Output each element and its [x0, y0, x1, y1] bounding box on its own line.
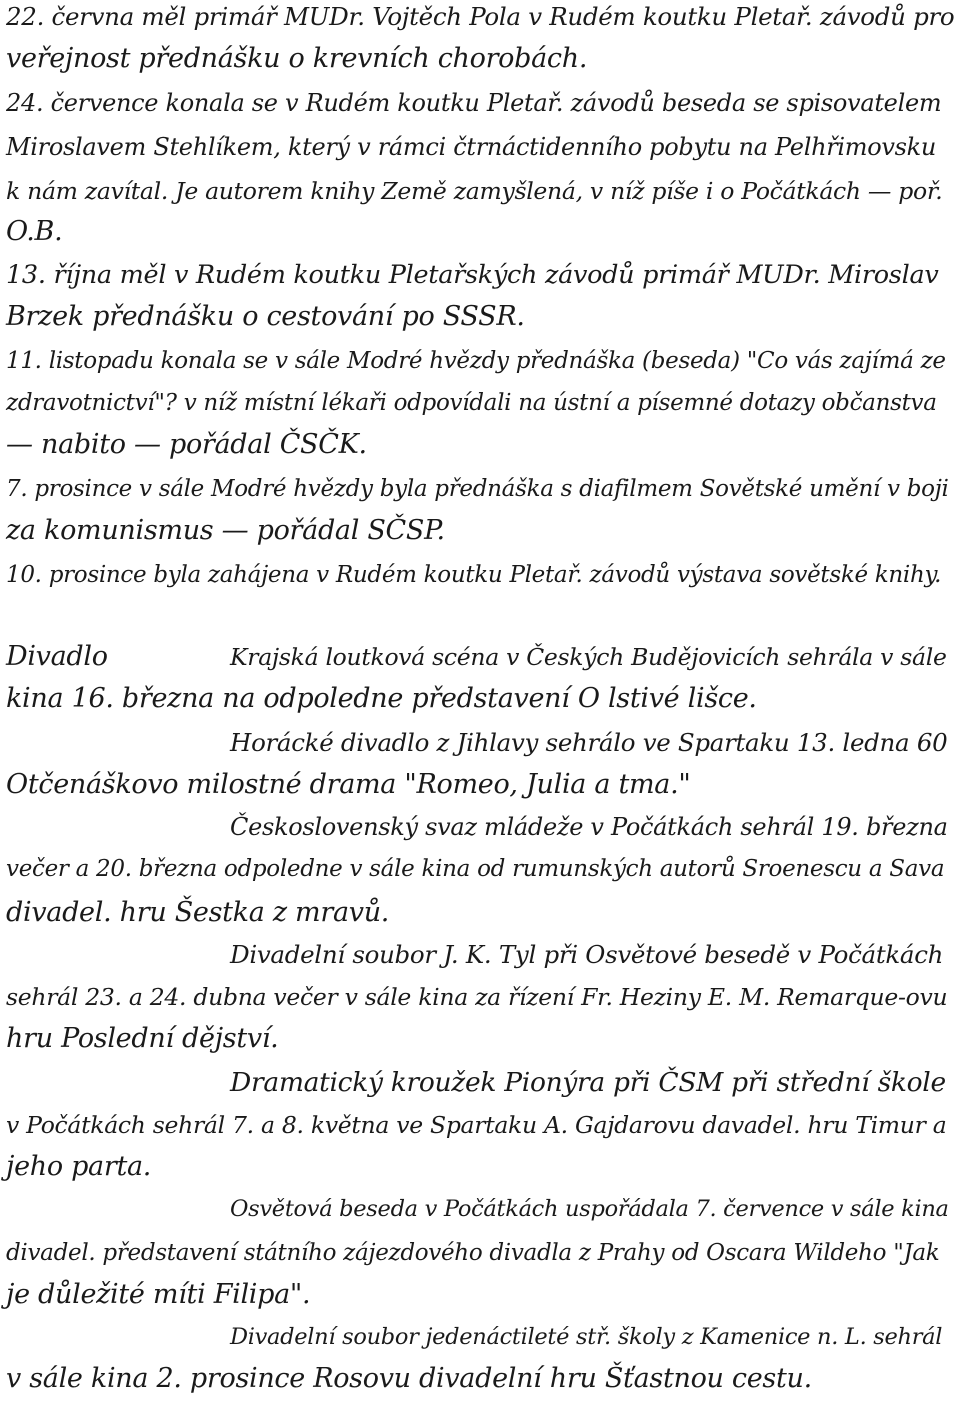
chronicle-line: Brzek přednášku o cestování po SSSR. [6, 301, 525, 332]
chronicle-line: 22. června měl primář MUDr. Vojtěch Pola v Rudém koutku Pletař. závodů pro [6, 2, 955, 31]
chronicle-line: 10. prosince byla zahájena v Rudém koutku Pletař. závodů výstava sovětské knihy. [6, 562, 942, 588]
divadlo-line: sehrál 23. a 24. dubna večer v sále kina za řízení Fr. Heziny E. M. Remarque-ovu [6, 983, 948, 1011]
divadlo-line: divadel. hru Šestka z mravů. [6, 897, 390, 928]
divadlo-line: je důležité míti Filipa". [6, 1279, 311, 1310]
divadlo-line: Divadelní soubor jedenáctileté stř. školy z Kamenice n. L. sehrál [230, 1324, 943, 1350]
chronicle-line: k nám zavítal. Je autorem knihy Země zamyšlená, v níž píše i o Počátkách — poř. [6, 177, 943, 205]
divadlo-line: jeho parta. [6, 1151, 152, 1182]
chronicle-line: za komunismus — pořádal SČSP. [6, 515, 445, 546]
divadlo-line: kina 16. března na odpoledne představení O lstivé lišce. [6, 683, 757, 714]
divadlo-line: Dramatický kroužek Pionýra při ČSM při střední škole [230, 1067, 946, 1098]
divadlo-line: v Počátkách sehrál 7. a 8. května ve Spartaku A. Gajdarovu davadel. hru Timur a [6, 1111, 947, 1139]
section-heading-divadlo: Divadlo [6, 641, 108, 672]
divadlo-line: večer a 20. března odpoledne v sále kina od rumunských autorů Sroenescu a Sava [6, 856, 945, 882]
chronicle-line: 24. července konala se v Rudém koutku Pletař. závodů beseda se spisovatelem [6, 89, 942, 117]
chronicle-line: 11. listopadu konala se v sále Modré hvězdy přednáška (beseda) "Co vás zajímá ze [6, 348, 946, 374]
chronicle-line: O.B. [6, 216, 63, 247]
chronicle-line: Miroslavem Stehlíkem, který v rámci čtrnáctidenního pobytu na Pelhřimovsku [6, 133, 937, 161]
divadlo-line: Horácké divadlo z Jihlavy sehrálo ve Spartaku 13. ledna 60 [230, 728, 948, 757]
divadlo-line: hru Poslední dějství. [6, 1023, 279, 1054]
divadlo-line: divadel. představení státního zájezdového divadla z Prahy od Oscara Wildeho "Jak [6, 1240, 940, 1266]
divadlo-line: Československý svaz mládeže v Počátkách sehrál 19. března [230, 813, 948, 841]
chronicle-line: 7. prosince v sále Modré hvězdy byla přednáška s diafilmem Sovětské umění v boji [6, 476, 949, 502]
chronicle-line: veřejnost přednášku o krevních chorobách. [6, 43, 588, 74]
divadlo-line: Divadelní soubor J. K. Tyl při Osvětové besedě v Počátkách [230, 940, 944, 969]
chronicle-line: — nabito — pořádal ČSČK. [6, 429, 367, 460]
divadlo-line: Otčenáškovo milostné drama "Romeo, Julia a tma." [6, 769, 691, 800]
divadlo-line: Osvětová beseda v Počátkách uspořádala 7. července v sále kina [230, 1196, 949, 1222]
divadlo-line: v sále kina 2. prosince Rosovu divadelní hru Šťastnou cestu. [6, 1363, 812, 1394]
chronicle-line: 13. října měl v Rudém koutku Pletařských závodů primář MUDr. Miroslav [6, 260, 939, 290]
divadlo-line: Krajská loutková scéna v Českých Budějovicích sehrála v sále [230, 643, 947, 671]
chronicle-line: zdravotnictví"? v níž místní lékaři odpovídali na ústní a písemné dotazy občanstva [6, 390, 937, 416]
